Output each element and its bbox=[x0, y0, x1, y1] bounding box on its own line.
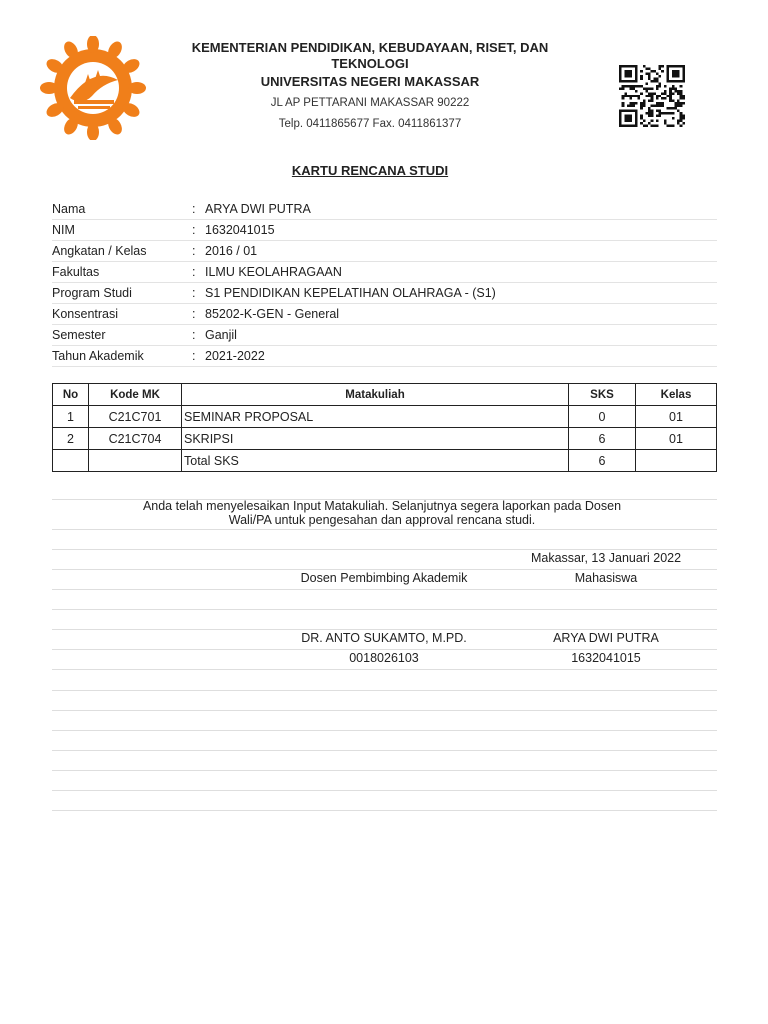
divider bbox=[52, 770, 717, 771]
col-header-matakuliah: Matakuliah bbox=[182, 384, 569, 406]
info-label: Angkatan / Kelas bbox=[52, 244, 147, 258]
divider bbox=[52, 669, 717, 670]
table-total-row bbox=[53, 450, 717, 472]
info-separator: : bbox=[192, 223, 196, 237]
cell-kode: C21C704 bbox=[89, 428, 182, 450]
qr-code-icon bbox=[619, 65, 685, 127]
place-date: Makassar, 13 Januari 2022 bbox=[530, 551, 682, 565]
info-row bbox=[52, 221, 717, 241]
cell-matakuliah: SEMINAR PROPOSAL bbox=[182, 406, 569, 428]
info-label: Tahun Akademik bbox=[52, 349, 144, 363]
info-label: NIM bbox=[52, 223, 75, 237]
info-row bbox=[52, 284, 717, 304]
divider bbox=[52, 649, 717, 650]
info-separator: : bbox=[192, 349, 196, 363]
info-separator: : bbox=[192, 202, 196, 216]
col-header-kelas: Kelas bbox=[636, 384, 717, 406]
info-separator: : bbox=[192, 307, 196, 321]
cell-no: 2 bbox=[53, 428, 89, 450]
info-value: ARYA DWI PUTRA bbox=[205, 202, 311, 216]
info-label: Nama bbox=[52, 202, 86, 216]
divider bbox=[52, 629, 717, 630]
info-value: 1632041015 bbox=[205, 223, 275, 237]
info-value: S1 PENDIDIKAN KEPELATIHAN OLAHRAGA - (S1) bbox=[205, 286, 496, 300]
divider bbox=[52, 790, 717, 791]
advisor-role: Dosen Pembimbing Akademik bbox=[300, 571, 468, 585]
cell-sks: 6 bbox=[569, 428, 636, 450]
advisor-id: 0018026103 bbox=[349, 651, 419, 665]
cell-sks: 0 bbox=[569, 406, 636, 428]
university-name: UNIVERSITAS NEGERI MAKASSAR bbox=[260, 74, 480, 89]
info-value: 85202-K-GEN - General bbox=[205, 307, 340, 321]
col-header-sks: SKS bbox=[569, 384, 636, 406]
university-address: JL AP PETTARANI MAKASSAR 90222 bbox=[270, 97, 470, 109]
divider bbox=[52, 730, 717, 731]
total-sks-label: Total SKS bbox=[182, 450, 569, 472]
info-separator: : bbox=[192, 286, 196, 300]
divider bbox=[52, 710, 717, 711]
cell-kode: C21C701 bbox=[89, 406, 182, 428]
student-role: Mahasiswa bbox=[574, 571, 638, 585]
cell-kelas: 01 bbox=[636, 406, 717, 428]
cell-matakuliah: SKRIPSI bbox=[182, 428, 569, 450]
info-separator: : bbox=[192, 328, 196, 342]
divider bbox=[52, 569, 717, 570]
info-value: 2016 / 01 bbox=[205, 244, 258, 258]
info-value: ILMU KEOLAHRAGAAN bbox=[205, 265, 342, 279]
divider bbox=[52, 750, 717, 751]
university-logo bbox=[40, 36, 146, 140]
table-row bbox=[53, 428, 717, 450]
info-value: 2021-2022 bbox=[205, 349, 265, 363]
cell-empty bbox=[89, 450, 182, 472]
cell-kelas: 01 bbox=[636, 428, 717, 450]
notice-line: Wali/PA untuk pengesahan dan approval rencana studi. bbox=[228, 513, 536, 527]
info-row bbox=[52, 263, 717, 283]
cell-no: 1 bbox=[53, 406, 89, 428]
divider bbox=[52, 810, 717, 811]
letterhead bbox=[170, 40, 570, 130]
document-title: KARTU RENCANA STUDI bbox=[291, 163, 449, 178]
info-separator: : bbox=[192, 265, 196, 279]
col-header-no: No bbox=[53, 384, 89, 406]
info-row bbox=[52, 200, 717, 220]
col-header-kode: Kode MK bbox=[89, 384, 182, 406]
info-row bbox=[52, 347, 717, 367]
info-row bbox=[52, 326, 717, 346]
info-label: Semester bbox=[52, 328, 106, 342]
course-table bbox=[52, 383, 717, 472]
student-id: 1632041015 bbox=[571, 651, 641, 665]
advisor-name: DR. ANTO SUKAMTO, M.PD. bbox=[301, 631, 467, 645]
info-row bbox=[52, 242, 717, 262]
info-label: Fakultas bbox=[52, 265, 100, 279]
cell-empty bbox=[636, 450, 717, 472]
info-label: Program Studi bbox=[52, 286, 132, 300]
divider bbox=[52, 549, 717, 550]
notice-text bbox=[92, 499, 672, 527]
student-info bbox=[52, 200, 717, 368]
info-label: Konsentrasi bbox=[52, 307, 119, 321]
notice-line: Anda telah menyelesaikan Input Matakuliah. Selanjutnya segera laporkan pada Dosen bbox=[142, 499, 622, 513]
divider bbox=[52, 529, 717, 530]
divider bbox=[52, 690, 717, 691]
info-row bbox=[52, 305, 717, 325]
student-name: ARYA DWI PUTRA bbox=[553, 631, 659, 645]
divider bbox=[52, 609, 717, 610]
ministry-name: KEMENTERIAN PENDIDIKAN, KEBUDAYAAN, RISET, DAN TEKNOLOGI bbox=[191, 40, 549, 71]
table-header-row bbox=[53, 384, 717, 406]
divider bbox=[52, 589, 717, 590]
info-value: Ganjil bbox=[205, 328, 237, 342]
cell-empty bbox=[53, 450, 89, 472]
info-separator: : bbox=[192, 244, 196, 258]
total-sks-value: 6 bbox=[569, 450, 636, 472]
table-row bbox=[53, 406, 717, 428]
university-phone: Telp. 0411865677 Fax. 0411861377 bbox=[278, 118, 462, 130]
